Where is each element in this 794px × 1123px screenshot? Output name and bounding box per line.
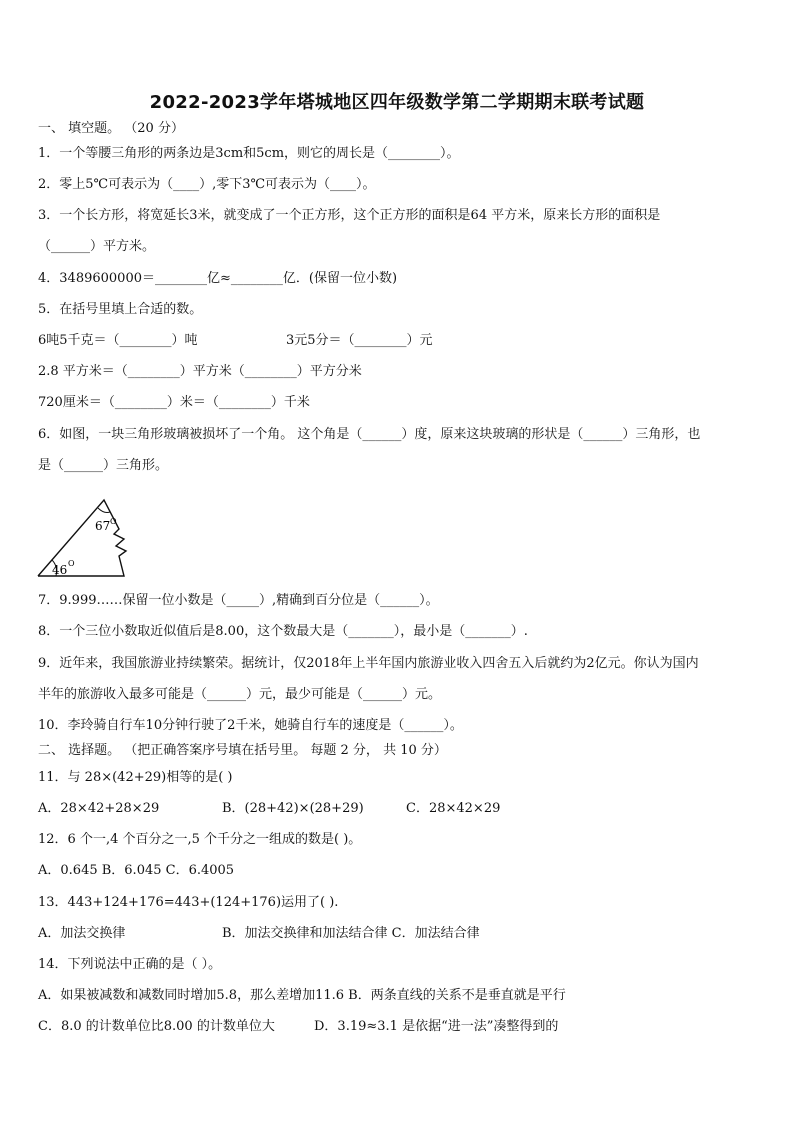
question-14-option-d: D．3.19≈3.1 是依据“进一法”凑整得到的 [314,1019,559,1034]
section-fill-blank-heading: 一、 填空题。 （20 分） [38,121,184,136]
broken-triangle-figure [34,498,134,582]
question-5-item-b: 3元5分＝（________）元 [286,333,433,348]
question-11: 11．与 28×(42+29)相等的是( ) [38,770,233,785]
top-angle-label: 67 [95,519,111,533]
question-14-option-a-b: A．如果被减数和减数同时增加5.8，那么差增加11.6 B．两条直线的关系不是垂直就是平行 [38,988,566,1003]
question-5-item-a: 6吨5千克＝（________）吨 [38,333,198,348]
question-11-option-b: B．(28+42)×(28+29) [222,801,364,816]
question-14: 14．下列说法中正确的是（ ）。 [38,957,222,972]
question-4: 4．3489600000＝________亿≈________亿．(保留一位小数) [38,271,398,286]
question-10: 10．李玲骑自行车10分钟行驶了2千米，她骑自行车的速度是（______）。 [38,718,463,733]
question-6-line-2: 是（______）三角形。 [38,458,169,473]
question-5-item-c: 2.8 平方米＝（________）平方米（________）平方分米 [38,364,362,379]
question-13-option-a: A．加法交换律 [38,926,126,941]
bottom-angle-degree: O [68,559,75,568]
bottom-angle-label: 46 [52,563,68,577]
question-5-item-d: 720厘米＝（________）米＝（________）千米 [38,395,310,410]
question-3-line-2: （______）平方米。 [38,239,156,254]
question-13: 13．443+124+176=443+(124+176)运用了( ). [38,895,339,910]
question-1: 1．一个等腰三角形的两条边是3cm和5cm，则它的周长是（________）。 [38,146,460,161]
question-12-options: A．0.645 B．6.045 C．6.4005 [38,863,235,878]
question-7: 7．9.999……保留一位小数是（_____）,精确到百分位是（______）。 [38,593,439,608]
question-5: 5．在括号里填上合适的数。 [38,302,203,317]
question-3-line-1: 3．一个长方形，将宽延长3米，就变成了一个正方形，这个正方形的面积是64 平方米，原来长方形的面积是 [38,208,661,223]
question-9-line-1: 9．近年来，我国旅游业持续繁荣。据统计，仅2018年上半年国内旅游业收入四舍五入后就约为2亿元。你认为国内 [38,656,699,671]
page-title: 2022-2023学年塔城地区四年级数学第二学期期末联考试题 [149,92,645,113]
question-11-option-c: C．28×42×29 [406,801,501,816]
question-2: 2．零上5℃可表示为（____）,零下3℃可表示为（____）。 [38,177,376,192]
question-8: 8．一个三位小数取近似值后是8.00，这个数最大是（_______），最小是（_______）. [38,624,528,639]
section-choice-heading: 二、 选择题。 （把正确答案序号填在括号里。 每题 2 分， 共 10 分） [38,743,447,758]
question-13-option-b-c: B．加法交换律和加法结合律 C．加法结合律 [222,926,480,941]
top-angle-degree: O [110,517,117,526]
question-12: 12．6 个一,4 个百分之一,5 个千分之一组成的数是( )。 [38,832,362,847]
question-11-option-a: A．28×42+28×29 [38,801,160,816]
question-6-line-1: 6．如图，一块三角形玻璃被损坏了一个角。 这个角是（______）度，原来这块玻璃的形状是（______）三角形，也 [38,427,701,442]
question-14-option-c: C．8.0 的计数单位比8.00 的计数单位大 [38,1019,275,1034]
question-9-line-2: 半年的旅游收入最多可能是（______）元，最少可能是（______）元。 [38,687,442,702]
